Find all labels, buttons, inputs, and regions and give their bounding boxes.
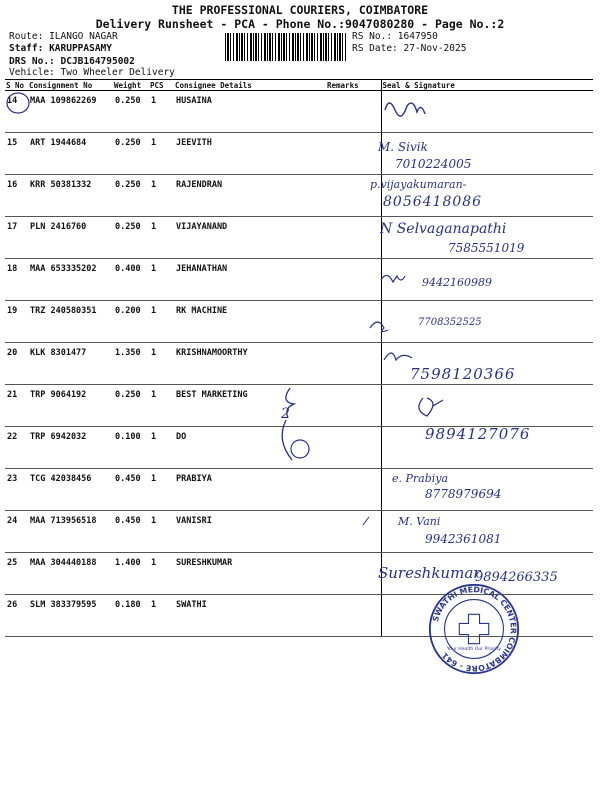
row-weight: 0.450	[113, 511, 149, 553]
row-consignment: TRZ 240580351	[28, 301, 113, 343]
row-pcs: 1	[149, 175, 174, 217]
row-pcs: 1	[149, 301, 174, 343]
row-consignment: MAA 304440188	[28, 553, 113, 595]
row-pcs: 1	[149, 385, 174, 427]
row-consignment: TCG 42038456	[28, 469, 113, 511]
rs-no-line: RS No.: 1647950	[352, 31, 438, 42]
row-sno: 17	[5, 217, 28, 259]
drs-line: DRS No.: DCJB164795002	[9, 56, 135, 67]
row-sno: 24	[5, 511, 28, 553]
hw-phone-22: 9894127076	[425, 425, 531, 443]
signature-row-14	[385, 103, 425, 116]
row-consignee: RK MACHINE	[174, 301, 326, 343]
row-pcs: 1	[149, 133, 174, 175]
row-consignee: SURESHKUMAR	[174, 553, 326, 595]
row-consignment: KLK 8301477	[28, 343, 113, 385]
row-sno: 25	[5, 553, 28, 595]
hw-name-16: p.vijayakumaran-	[370, 178, 467, 191]
row-pcs: 1	[149, 595, 174, 637]
hw-name-23: e. Prabiya	[392, 472, 449, 485]
signature-row-21	[419, 398, 443, 416]
row-weight: 0.200	[113, 301, 149, 343]
row-consignee: DO	[174, 427, 326, 469]
row-sno: 21	[5, 385, 28, 427]
row-consignee: VIJAYANAND	[174, 217, 326, 259]
hw-name-25: Sureshkumar	[378, 564, 481, 582]
bracket-mark	[282, 388, 294, 460]
row-pcs: 1	[149, 217, 174, 259]
row-pcs: 1	[149, 469, 174, 511]
row-consignment: TRP 6942032	[28, 427, 113, 469]
row-sno: 14	[5, 91, 28, 133]
row-consignment: TRP 9064192	[28, 385, 113, 427]
row-weight: 0.180	[113, 595, 149, 637]
signature-row-19	[370, 322, 388, 332]
row-pcs: 1	[149, 553, 174, 595]
row-weight: 0.250	[113, 175, 149, 217]
col-consignee: Consignee Details	[174, 80, 326, 91]
hw-phone-17: 7585551019	[448, 241, 525, 255]
vehicle-line: Vehicle: Two Wheeler Delivery	[9, 67, 175, 78]
row-consignment: PLN 2416760	[28, 217, 113, 259]
circle-mark	[7, 93, 29, 113]
runsheet-subtitle: Delivery Runsheet - PCA - Phone No.:9047080280 - Page No.:2	[95, 17, 505, 31]
col-weight: Weight	[113, 80, 149, 91]
hw-phone-24: 9942361081	[425, 532, 502, 546]
rs-date-line: RS Date: 27-Nov-2025	[352, 43, 467, 54]
hw-phone-20: 7598120366	[410, 365, 516, 383]
hw-phone-15: 7010224005	[395, 157, 472, 171]
row-consignee: HUSAINA	[174, 91, 326, 133]
row-sno: 22	[5, 427, 28, 469]
row-consignee: JEEVITH	[174, 133, 326, 175]
circled-2-mark	[291, 440, 309, 458]
hw-mark-21: 2	[281, 406, 290, 422]
staff-line: Staff: KARUPPASAMY	[9, 43, 112, 54]
row-consignment: MAA 109862269	[28, 91, 113, 133]
row-pcs: 1	[149, 91, 174, 133]
medical-center-stamp	[428, 583, 520, 675]
row-consignment: ART 1944684	[28, 133, 113, 175]
signature-row-20	[384, 353, 412, 360]
row-weight: 0.100	[113, 427, 149, 469]
row-weight: 0.250	[113, 385, 149, 427]
row-sno: 16	[5, 175, 28, 217]
row-consignee: PRABIYA	[174, 469, 326, 511]
row-pcs: 1	[149, 343, 174, 385]
row-consignee: RAJENDRAN	[174, 175, 326, 217]
stroke-mark	[363, 517, 369, 525]
row-consignee: VANISRI	[174, 511, 326, 553]
hw-name-15: M. Sivik	[378, 140, 428, 154]
row-sno: 15	[5, 133, 28, 175]
company-title: THE PROFESSIONAL COURIERS, COIMBATORE	[171, 3, 429, 17]
col-consignment: Consignment No	[28, 80, 113, 91]
row-pcs: 1	[149, 427, 174, 469]
hw-phone-16: 8056418086	[383, 194, 483, 210]
hw-phone-19: 7708352525	[418, 317, 482, 328]
row-weight: 1.400	[113, 553, 149, 595]
row-sno: 23	[5, 469, 28, 511]
row-consignee: BEST MARKETING	[174, 385, 326, 427]
hw-phone-23: 8778979694	[425, 487, 502, 501]
row-sno: 26	[5, 595, 28, 637]
stamp-text: SWATHI MEDICAL CENTER COIMBATORE - 641	[430, 585, 518, 673]
col-pcs: PCS	[149, 80, 174, 91]
row-pcs: 1	[149, 259, 174, 301]
hw-name-17: N Selvaganapathi	[380, 221, 507, 237]
col-sno: S No	[5, 80, 28, 91]
row-weight: 0.400	[113, 259, 149, 301]
row-consignee: SWATHI	[174, 595, 326, 637]
row-sno: 20	[5, 343, 28, 385]
medical-cross-icon	[459, 614, 488, 643]
row-consignment: MAA 713956518	[28, 511, 113, 553]
route-line: Route: ILANGO NAGAR	[9, 31, 118, 42]
col-remarks: Remarks	[326, 80, 381, 91]
row-weight: 0.450	[113, 469, 149, 511]
hw-name-24: M. Vani	[398, 515, 441, 528]
row-consignee: KRISHNAMOORTHY	[174, 343, 326, 385]
row-weight: 0.250	[113, 133, 149, 175]
row-consignment: SLM 383379595	[28, 595, 113, 637]
row-consignee: JEHANATHAN	[174, 259, 326, 301]
hw-phone-18: 9442160989	[422, 276, 492, 289]
signature-row-18	[381, 275, 405, 282]
row-consignment: KRR 50381332	[28, 175, 113, 217]
col-seal: Seal & Signature	[381, 80, 593, 91]
hw-phone-25: 9894266335	[475, 570, 558, 585]
row-weight: 0.250	[113, 217, 149, 259]
stamp-motto: Your Health Our Priority	[446, 647, 502, 653]
row-weight: 1.350	[113, 343, 149, 385]
row-consignment: MAA 653335202	[28, 259, 113, 301]
row-weight: 0.250	[113, 91, 149, 133]
row-sno: 18	[5, 259, 28, 301]
row-sno: 19	[5, 301, 28, 343]
row-pcs: 1	[149, 511, 174, 553]
